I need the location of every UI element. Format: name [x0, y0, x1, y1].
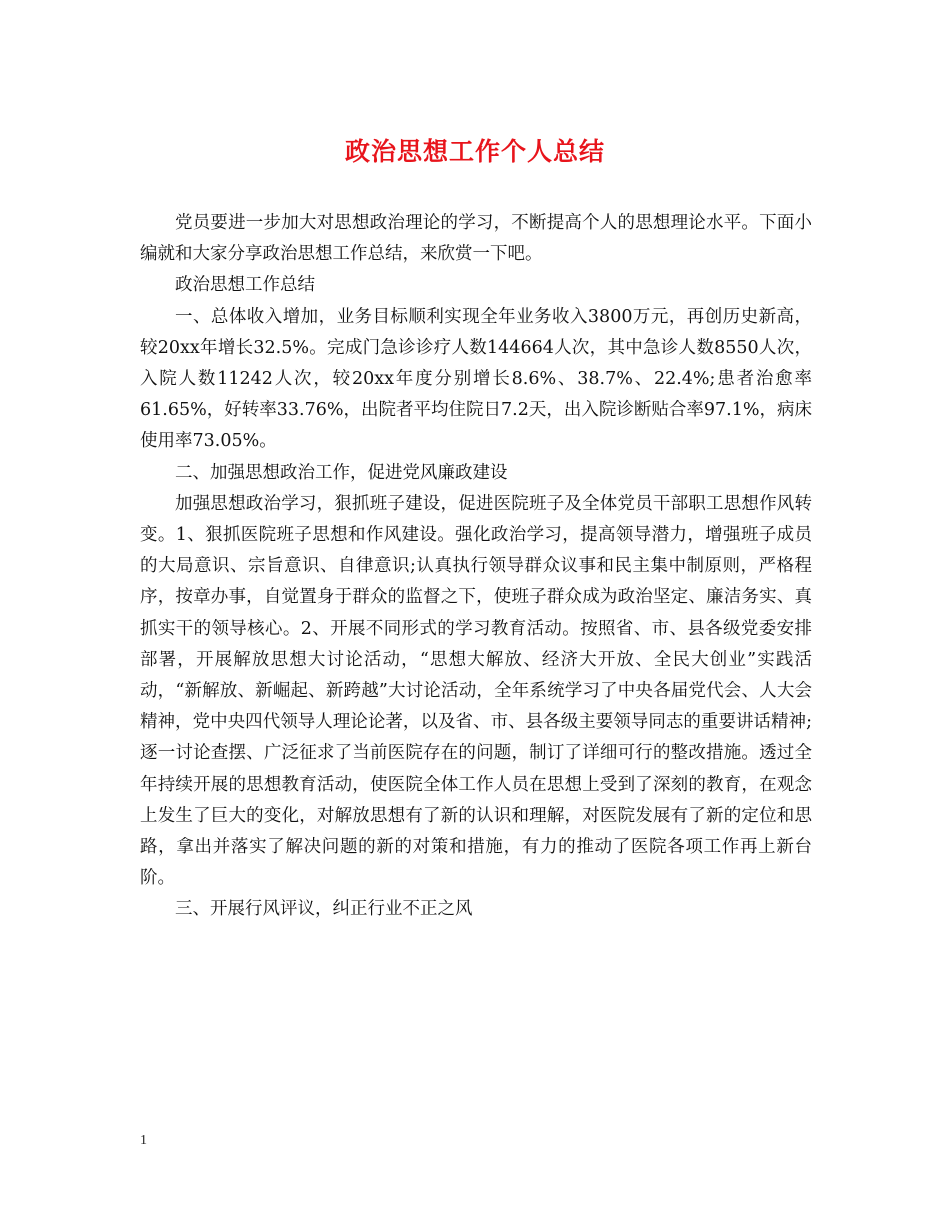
- section-heading-industry-style: 三、开展行风评议，纠正行业不正之风: [175, 899, 473, 920]
- section-heading-political-work: 二、加强思想政治工作，促进党风廉政建设: [175, 462, 508, 483]
- page-number: 1: [140, 1133, 147, 1148]
- document-title: 政治思想工作个人总结: [344, 137, 605, 166]
- document-body: [140, 208, 812, 926]
- paragraph-political-study: 加强思想政治学习，狠抓班子建设，促进医院班子及全体党员干部职工思想作风转变。1、狠抓医院班子思想和作风建设。强化政治学习，提高领导潜力，增强班子成员的大局意识、宗旨意识、自律意识;认真执行领导群众议事和民主集中制原则，严格程序，按章办事，自觉置身于群众的监督之下，使班子群众成为政治坚定、廉洁务实、真抓实干的领导核心。2、开展不同形式的学习教育活动。按照省、市、县各级党委安排部署，开展解放思想大讨论活动，“思想大解放、经济大开放、全民大创业”实践活动，“新解放、新崛起、新跨越”大讨论活动，全年系统学习了中央各届党代会、人大会精神，党中央四代领导人理论论著，以及省、市、县各级主要领导同志的重要讲话精神;逐一讨论查摆、广泛征求了当前医院存在的问题，制订了详细可行的整改措施。透过全年持续开展的思想教育活动，使医院全体工作人员在思想上受到了深刻的教育，在观念上发生了巨大的变化，对解放思想有了新的认识和理解，对医院发展有了新的定位和思路，拿出并落实了解决问题的新的对策和措施，有力的推动了医院各项工作再上新台阶。: [140, 493, 812, 889]
- paragraph-income: 一、总体收入增加，业务目标顺利实现全年业务收入3800万元，再创历史新高，较20xx年增长32.5%。完成门急诊诊疗人数144664人次，其中急诊人数8550人次，入院人数11242人次，较20xx年度分别增长8.6%、38.7%、22.4%;患者治愈率61.65%，好转率33.76%，出院者平均住院日7.2天，出入院诊断贴合率97.1%，病床使用率73.05%。: [140, 306, 812, 452]
- intro-paragraph: 党员要进一步加大对思想政治理论的学习，不断提高个人的思想理论水平。下面小编就和大家分享政治思想工作总结，来欣赏一下吧。: [140, 213, 812, 265]
- section-heading: 政治思想工作总结: [175, 275, 315, 296]
